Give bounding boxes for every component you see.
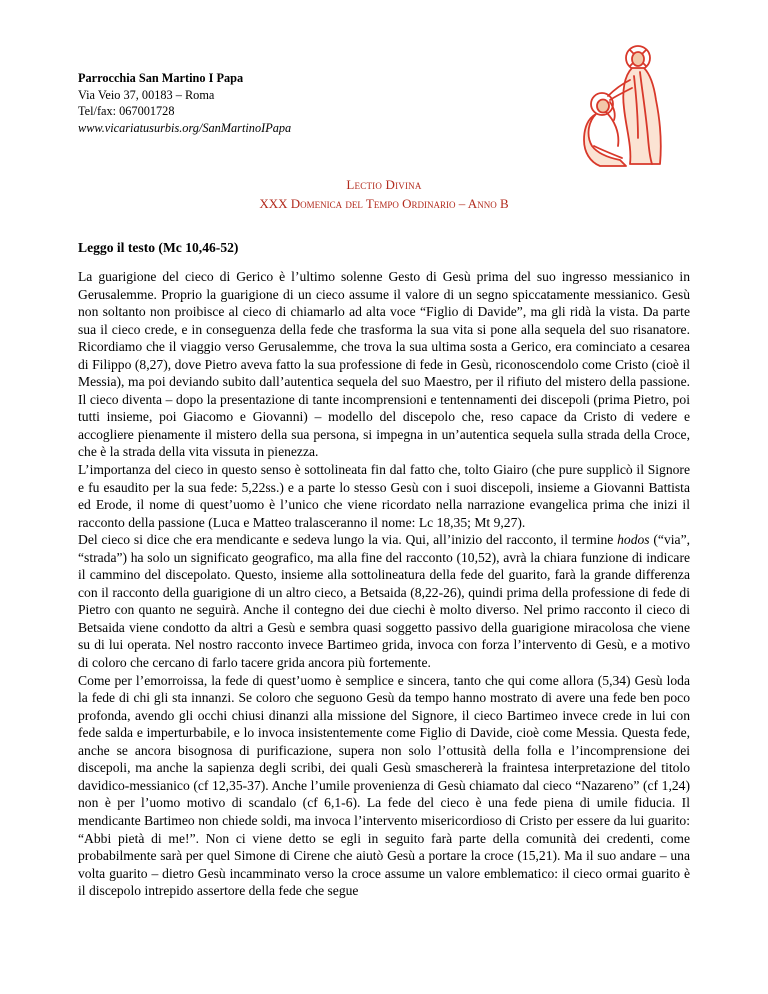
paragraph-text: Del cieco si dice che era mendicante e sedeva lungo la via. Qui, all’inizio del racconto, il termine	[78, 532, 618, 548]
greek-term: hodos	[617, 532, 650, 548]
parish-header	[78, 70, 291, 136]
parish-website: www.vicariatusurbis.org/SanMartinoIPapa	[78, 120, 292, 135]
paragraph: Come per l’emorroissa, la fede di quest’uomo è semplice e sincera, tanto che qui come allora (5,34) Gesù loda la fede di chi gli sta innanzi. Se coloro che seguono Gesù da tempo hanno mostrato di avere una fede ben poco profonda, avendo gli occhi chiusi dinanzi alla missione del Signore, il cieco Bartimeo invece crede in lui con fede salda e imperturbabile, e lo invoca insistentemente come Figlio di Davide, cioè come Messia. Questa fede, anche se ancora bisognosa di purificazione, supera non solo l’ottusità della folla e l’incomprensione dei discepoli, ma anche la sapienza degli scribi, dei quali Gesù smaschererà la fraintesa interpretazione del titolo davidico-messianico (cf 12,35-37). Anche l’umile provenienza di Gesù chiamato dal cieco “Nazareno” (cf 1,24) non è per l’uomo motivo di scandalo (cf 6,1-6). La fede del cieco è una fede piena di umile fiducia. Il mendicante Bartimeo non chiede soldi, ma invoca l’intervento misericordioso di Cristo per essere da lui guarito: “Abbi pietà di me!”. Non ci viene detto se egli in seguito farà parte della comunità dei credenti, come probabilmente sarà per quel Simone di Cirene che aiutò Gesù a portare la croce (15,21). Ma il suo andare – una volta guarito – dietro Gesù incamminato verso la croce assume un valore emblematico: il cieco ormai guarito è il discepolo intrepido assertore della fede che segue	[78, 672, 690, 899]
paragraph	[78, 531, 690, 671]
jesus-healing-blind-man-drawing	[580, 42, 672, 174]
parish-phone: Tel/fax: 067001728	[78, 104, 175, 118]
lectio-body	[78, 268, 690, 900]
parish-address: Via Veio 37, 00183 – Roma	[78, 87, 215, 102]
liturgical-day-title: XXX Domenica del Tempo Ordinario – Anno B	[259, 196, 509, 211]
section-heading: Leggo il testo (Mc 10,46-52)	[78, 240, 239, 255]
lectio-titles	[0, 175, 768, 213]
paragraph: L’importanza del cieco in questo senso è sottolineata fin dal fatto che, tolto Giairo (che pure supplicò il Signore e fu esaudito per la sua fede: 5,22ss.) e a parte lo stesso Gesù con i suoi discepoli, insieme a Giovanni Battista ed Erode, il nome di quest’uomo è l’unico che viene ricordato nella narrazione evangelica prima che inizi il racconto della passione (Luca e Matteo tralasceranno il nome: Lc 18,35; Mt 9,27).	[78, 462, 690, 530]
paragraph-text: (“via”, “strada”) ha solo un significato geografico, ma alla fine del racconto (10,52), avrà la chiara funzione di indicare il cammino del discepolato. Questo, insieme alla sottolineatura della fede del guarito, farà la grande differenza con il racconto della guarigione di un altro cieco, a Betsaida (8,22-26), quindi prima della professione di fede di Pietro con quanto ne seguirà. Anche il contegno dei due ciechi è molto diverso. Nel primo racconto il cieco di Betsaida viene condotto da altri a Gesù e sembra quasi soggetto passivo della guarigione miracolosa che viene su di lui operata. Nel nostro racconto invece Bartimeo grida, invoca con forza l’intervento di Gesù, e a motivo di coloro che cercano di farlo tacere grida ancora più fortemente.	[78, 532, 690, 671]
lectio-title: Lectio Divina	[346, 177, 422, 192]
parish-name: Parrocchia San Martino I Papa	[78, 71, 244, 85]
paragraph: La guarigione del cieco di Gerico è l’ultimo solenne Gesto di Gesù prima del suo ingresso messianico in Gerusalemme. Proprio la guarigione di un cieco assume il valore di un segno spiccatamente messianico. Gesù non soltanto non proibisce al cieco di chiamarlo ad alta voce “Figlio di Davide”, ma gli ridà la vista. Da parte sua il cieco crede, e in conseguenza della fede che trasforma la sua vita si pone alla sequela del suo risanatore. Ricordiamo che il viaggio verso Gerusalemme, che trova la sua ultima sosta a Gerico, era cominciato a cesarea di Filippo (8,27), dove Pietro aveva fatto la sua professione di fede in Gesù, riconoscendolo come Cristo (cioè il Messia), ma poi deviando subito dall’autentica sequela del suo Maestro, per il rifiuto del mistero della passione. Il cieco diventa – dopo la presentazione di tante incomprensioni e tentennamenti dei discepoli (prima Pietro, poi tutti insieme, poi Giacomo e Giovanni) – modello del discepolo che, reso capace da Cristo di vedere e accogliere pienamente il mistero della sua persona, si impegna in un’autentica sequela sulla strada della Croce, che è la strada della vita vissuta in pienezza.	[78, 269, 690, 460]
